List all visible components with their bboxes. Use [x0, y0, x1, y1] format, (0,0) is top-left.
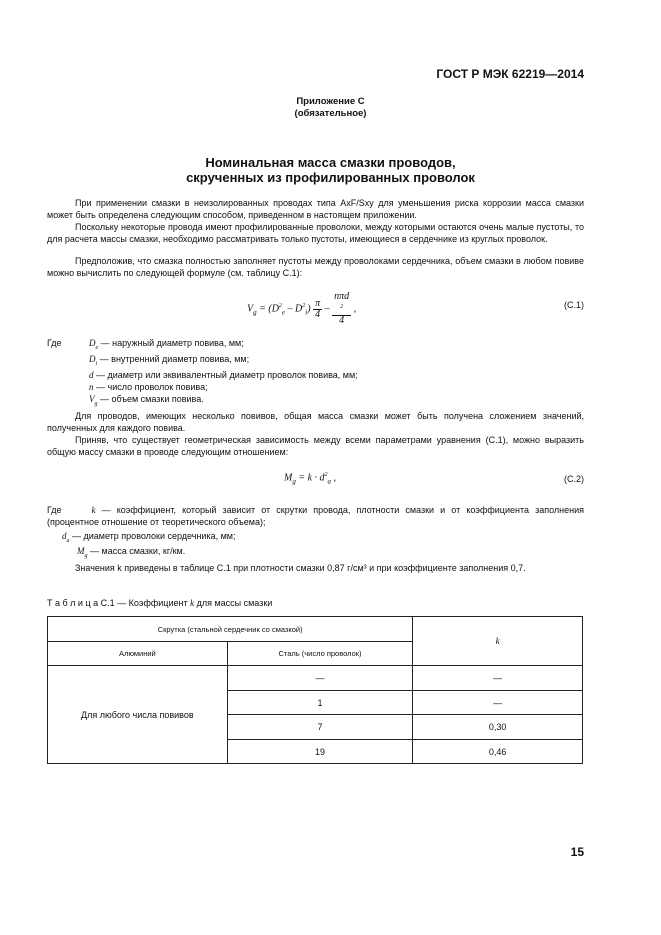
- coefficient-table: [47, 616, 583, 764]
- where-item-da: $d_a$ — диаметр проволоки сердечника, мм;: [62, 531, 236, 544]
- annex-heading: [0, 96, 661, 120]
- page-number: 15: [570, 845, 584, 859]
- formula-c2: $M_g = k \cdot d^2_a$ ,: [284, 472, 337, 486]
- formula-c2-number: (С.2): [564, 474, 584, 484]
- annex-title: Приложение С: [296, 96, 365, 107]
- paragraph-4: Для проводов, имеющих несколько повивов, общая масса смазки может быть получена сложением значений, полученных для каждого повива.: [47, 411, 584, 433]
- paragraph-5: Приняв, что существует геометрическая зависимость между всеми параметрами уравнения (С.1), можно выразить общую массу смазки в проводе следующим отношением:: [47, 435, 584, 457]
- where-item-d: d — диаметр или эквивалентный диаметр проволок повива, мм;: [89, 370, 358, 380]
- table-cell-k: —: [413, 691, 583, 715]
- paragraph-2: Поскольку некоторые провода имеют профилированные проволоки, между которыми остаются очень малые пустоты, то для расчета массы смазки, необходимо рассматривать только пустоты, имеющиеся в сердечнике из круглых проволок.: [47, 222, 584, 244]
- table-header-aluminium: Алюминий: [48, 642, 228, 666]
- table-cell-k: 0,30: [413, 715, 583, 740]
- table-header-k: k: [413, 617, 583, 666]
- where-item-di: $D_i$ — внутренний диаметр повива, мм;: [89, 354, 250, 367]
- table-cell-steel: 19: [227, 740, 413, 764]
- where-item-n: n — число проволок повива;: [89, 382, 208, 392]
- where-item-de: $D_e$ — наружный диаметр повива, мм;: [89, 338, 244, 351]
- document-code: ГОСТ Р МЭК 62219—2014: [436, 67, 584, 81]
- section-title: [0, 155, 661, 185]
- where-item-vg: $V_g$ — объем смазки повива.: [89, 394, 204, 407]
- table-cell-k: 0,46: [413, 740, 583, 764]
- paragraph-3: Предположив, что смазка полностью заполняет пустоты между проволоками сердечника, объем смазки в любом повиве можно вычислить по следующей формуле (см. таблицу С.1):: [47, 256, 584, 278]
- table-cell-steel: —: [227, 666, 413, 691]
- where-k-block: Где k — коэффициент, который зависит от скрутки провода, плотности смазки и от коэффициента заполнения (процентное отношение от теоретического объема);: [47, 505, 584, 527]
- table-header-group: Скрутка (стальной сердечник со смазкой): [48, 617, 413, 642]
- annex-status: (обязательное): [294, 108, 367, 119]
- where-label-1: Где: [47, 338, 62, 348]
- section-title-line1: Номинальная масса смазки проводов,: [205, 155, 456, 170]
- table-cell-k: —: [413, 666, 583, 691]
- table-caption: Т а б л и ц а С.1 — Коэффициент k для массы смазки: [47, 598, 273, 608]
- table-cell-steel: 1: [227, 691, 413, 715]
- paragraph-7: Значения k приведены в таблице С.1 при плотности смазки 0,87 г/см³ и при коэффициенте заполнения 0,7.: [75, 563, 526, 573]
- formula-c1-number: (С.1): [564, 300, 584, 310]
- table-header-steel: Сталь (число проволок): [227, 642, 413, 666]
- where-item-mg: $M_g$ — масса смазки, кг/км.: [77, 546, 186, 559]
- table-row-label: Для любого числа повивов: [48, 666, 228, 764]
- formula-c1: $V_g = (D^2_e - D^2_i)$ $\frac{\pi}{4}$ – nπd $^2$ 4 ,: [247, 291, 357, 327]
- section-title-line2: скрученных из профилированных проволок: [186, 170, 475, 185]
- paragraph-1: При применении смазки в неизолированных проводах типа AxF/Sxy для уменьшения риска коррозии масса смазки может быть определена следующим способом, приведенном в настоящем приложении.: [47, 198, 584, 220]
- table-cell-steel: 7: [227, 715, 413, 740]
